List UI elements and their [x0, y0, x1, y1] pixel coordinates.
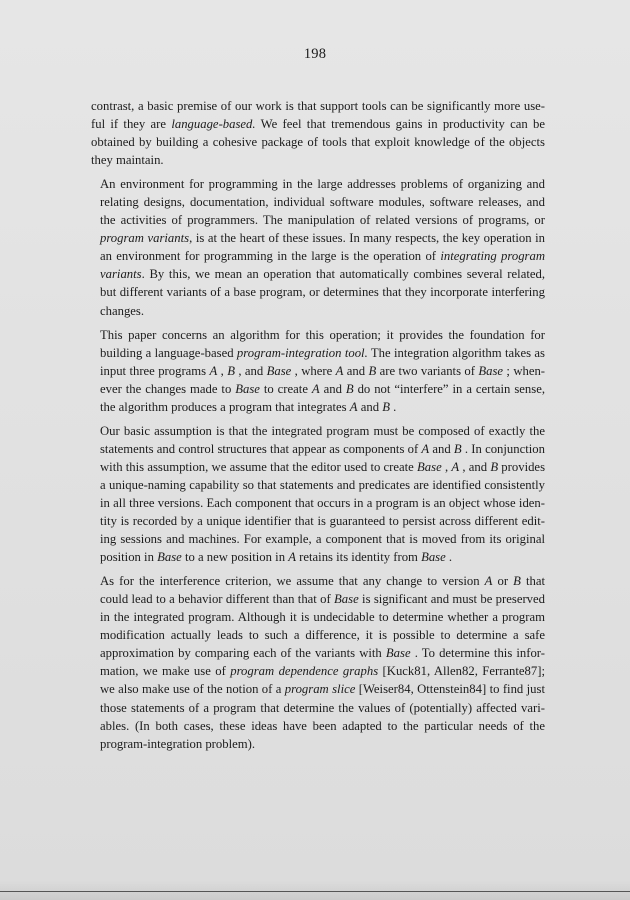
text-line	[91, 362, 545, 380]
paragraph	[91, 175, 545, 319]
italic-run: language-based.	[171, 117, 256, 132]
italic-run: program variants	[100, 231, 190, 246]
text-run: , and	[234, 363, 267, 378]
italic-run: A	[451, 459, 460, 474]
italic-run: A	[421, 441, 430, 456]
italic-run: variants	[100, 267, 142, 282]
italic-run: Base	[266, 363, 292, 378]
text-line	[91, 151, 545, 169]
text-run: ,	[441, 459, 452, 474]
text-run: .	[445, 550, 453, 565]
text-run: to a new position in	[181, 550, 289, 565]
text-run: and	[319, 381, 346, 396]
italic-run: A	[349, 399, 358, 414]
italic-run: B	[345, 381, 354, 396]
text-run: a unique-naming capability so that statements and predicates are identified consistently	[100, 477, 545, 492]
paragraph	[91, 326, 545, 416]
text-run: the activities of programmers. The manipulation of related versions of programs, or	[100, 213, 545, 228]
italic-run: A	[484, 574, 493, 589]
text-run: This paper concerns an algorithm for this operation; it provides the foundation for	[100, 327, 545, 342]
text-run: obtained by building a cohesive package of tools that exploit knowledge of the objects	[91, 135, 545, 150]
text-run: ables. (In both cases, these ideas have been adapted to the particular needs of the	[100, 718, 545, 733]
page-bottom-shadow	[0, 880, 630, 900]
text-run: contrast, a basic premise of our work is that support tools can be significantly more use-	[91, 99, 545, 113]
body-text	[91, 97, 545, 759]
paragraph	[91, 422, 545, 566]
italic-run: Base	[235, 381, 260, 396]
text-run: tity is recorded by a unique identifier that is guaranteed to persist across different edit-	[100, 514, 545, 529]
italic-run: A	[335, 363, 344, 378]
text-run: ful if they are	[91, 117, 172, 132]
text-run: . By this, we mean an operation that automatically combines several related,	[141, 267, 545, 282]
italic-run: B	[453, 441, 462, 456]
text-run: provides	[498, 459, 546, 474]
text-line	[91, 133, 545, 151]
text-line	[91, 115, 545, 133]
text-run: changes.	[100, 303, 145, 318]
text-line	[91, 735, 545, 753]
text-run: with this assumption, we assume that the editor used to create	[100, 459, 418, 474]
text-line	[91, 548, 545, 566]
text-run: [Weiser84, Ottenstein84] to find just	[355, 682, 545, 697]
text-line	[91, 530, 545, 548]
italic-run: Base	[417, 459, 442, 474]
text-run: As for the interference criterion, we assume that any change to version	[100, 574, 485, 589]
text-run: ,	[217, 363, 228, 378]
text-run: the algorithm produces a program that integrates	[100, 399, 350, 414]
text-line	[91, 380, 545, 398]
italic-run: program dependence graphs	[230, 664, 379, 679]
text-run: . To determine this infor-	[410, 646, 546, 661]
text-line	[91, 229, 545, 247]
text-run: The integration algorithm takes as	[367, 345, 545, 360]
text-run: statements and control structures that appear as components of	[100, 441, 422, 456]
text-line	[91, 717, 545, 735]
text-run: program-integration problem).	[100, 736, 256, 751]
text-line	[91, 211, 545, 229]
text-run: could lead to a behavior different than that of	[100, 592, 335, 607]
text-run: We feel that tremendous gains in productivity can be	[255, 117, 546, 132]
text-run: do not “interfere” in a certain sense,	[353, 381, 545, 396]
text-run: in all three versions. Each component that occurs in a program is an object whose iden-	[100, 495, 545, 510]
italic-run: program-integration tool.	[236, 345, 368, 360]
italic-run: A	[209, 363, 218, 378]
text-run: relating designs, documentation, individual software modules, software releases, and	[100, 195, 545, 210]
italic-run: B	[513, 574, 521, 589]
text-run: approximation by comparing each of the variants with	[100, 646, 386, 661]
text-run: and	[343, 363, 369, 378]
text-run: to create	[259, 381, 312, 396]
text-run: ing sessions and machines. For example, a component that is moved from its original	[100, 532, 545, 547]
text-line	[91, 590, 545, 608]
italic-run: B	[382, 399, 390, 414]
text-run: , is at the heart of these issues. In many respects, the key operation in	[189, 231, 545, 246]
italic-run: integrating program	[440, 249, 545, 264]
text-run: An environment for programming in the large addresses problems of organizing and	[100, 177, 545, 192]
text-run: that	[520, 574, 545, 589]
text-line	[91, 512, 545, 530]
text-run: they maintain.	[91, 153, 164, 168]
page-bottom-edge	[0, 891, 630, 892]
italic-run: B	[490, 459, 499, 474]
text-run: are two variants of	[376, 363, 479, 378]
text-line	[91, 662, 545, 680]
text-line	[91, 626, 545, 644]
italic-run: Base	[478, 363, 504, 378]
text-run: ever the changes made to	[100, 381, 236, 396]
italic-run: Base	[421, 550, 446, 565]
text-run: we also make use of the notion of a	[100, 682, 285, 697]
text-line	[91, 572, 545, 590]
paragraph	[91, 97, 545, 169]
text-line	[91, 175, 545, 193]
text-run: in the integrated program. Although it is undecidable to determine whether a program	[100, 610, 545, 625]
text-run: input three programs	[100, 363, 210, 378]
text-line	[91, 608, 545, 626]
text-line	[91, 680, 545, 698]
text-run: ; when-	[503, 363, 546, 378]
text-run: and	[357, 399, 383, 414]
paragraph	[91, 572, 545, 752]
italic-run: Base	[385, 646, 411, 661]
text-line	[91, 344, 545, 362]
italic-run: Base	[157, 550, 182, 565]
text-line	[91, 494, 545, 512]
text-run: but different variants of a base program, or determines that they incorporate interfering	[100, 285, 545, 300]
text-line	[91, 283, 545, 301]
italic-run: A	[288, 550, 296, 565]
text-run: building a language-based	[100, 345, 237, 360]
text-line	[91, 398, 545, 416]
text-line	[91, 326, 545, 344]
italic-run: B	[227, 363, 235, 378]
text-line	[91, 644, 545, 662]
text-line	[91, 265, 545, 283]
text-run: and	[429, 441, 454, 456]
text-line	[91, 440, 545, 458]
text-line	[91, 458, 545, 476]
italic-run: Base	[334, 592, 359, 607]
text-run: an environment for programming in the large is the operation of	[100, 249, 441, 264]
text-run: mation, we make use of	[100, 664, 231, 679]
page-number: 198	[303, 46, 327, 62]
italic-run: A	[311, 381, 320, 396]
text-line	[91, 476, 545, 494]
italic-run: B	[368, 363, 377, 378]
italic-run: program slice	[284, 682, 356, 697]
text-line	[91, 302, 545, 320]
text-line	[91, 193, 545, 211]
text-run: . In conjunction	[461, 441, 545, 456]
text-run: retains its identity from	[295, 550, 422, 565]
text-run: or	[492, 574, 514, 589]
text-line	[91, 422, 545, 440]
text-line	[91, 97, 545, 115]
text-run: .	[390, 399, 397, 414]
text-run: is significant and must be preserved	[358, 592, 545, 607]
text-run: [Kuck81, Allen82, Ferrante87];	[378, 664, 545, 679]
text-run: , where	[291, 363, 336, 378]
text-run: modification actually leads to such a difference, it is possible to determine a safe	[100, 628, 545, 643]
text-line	[91, 247, 545, 265]
text-run: position in	[100, 550, 158, 565]
text-run: those statements of a program that determine the values of (potentially) affected vari-	[100, 700, 545, 715]
text-run: Our basic assumption is that the integrated program must be composed of exactly the	[100, 423, 545, 438]
text-run: , and	[459, 459, 491, 474]
text-line	[91, 699, 545, 717]
